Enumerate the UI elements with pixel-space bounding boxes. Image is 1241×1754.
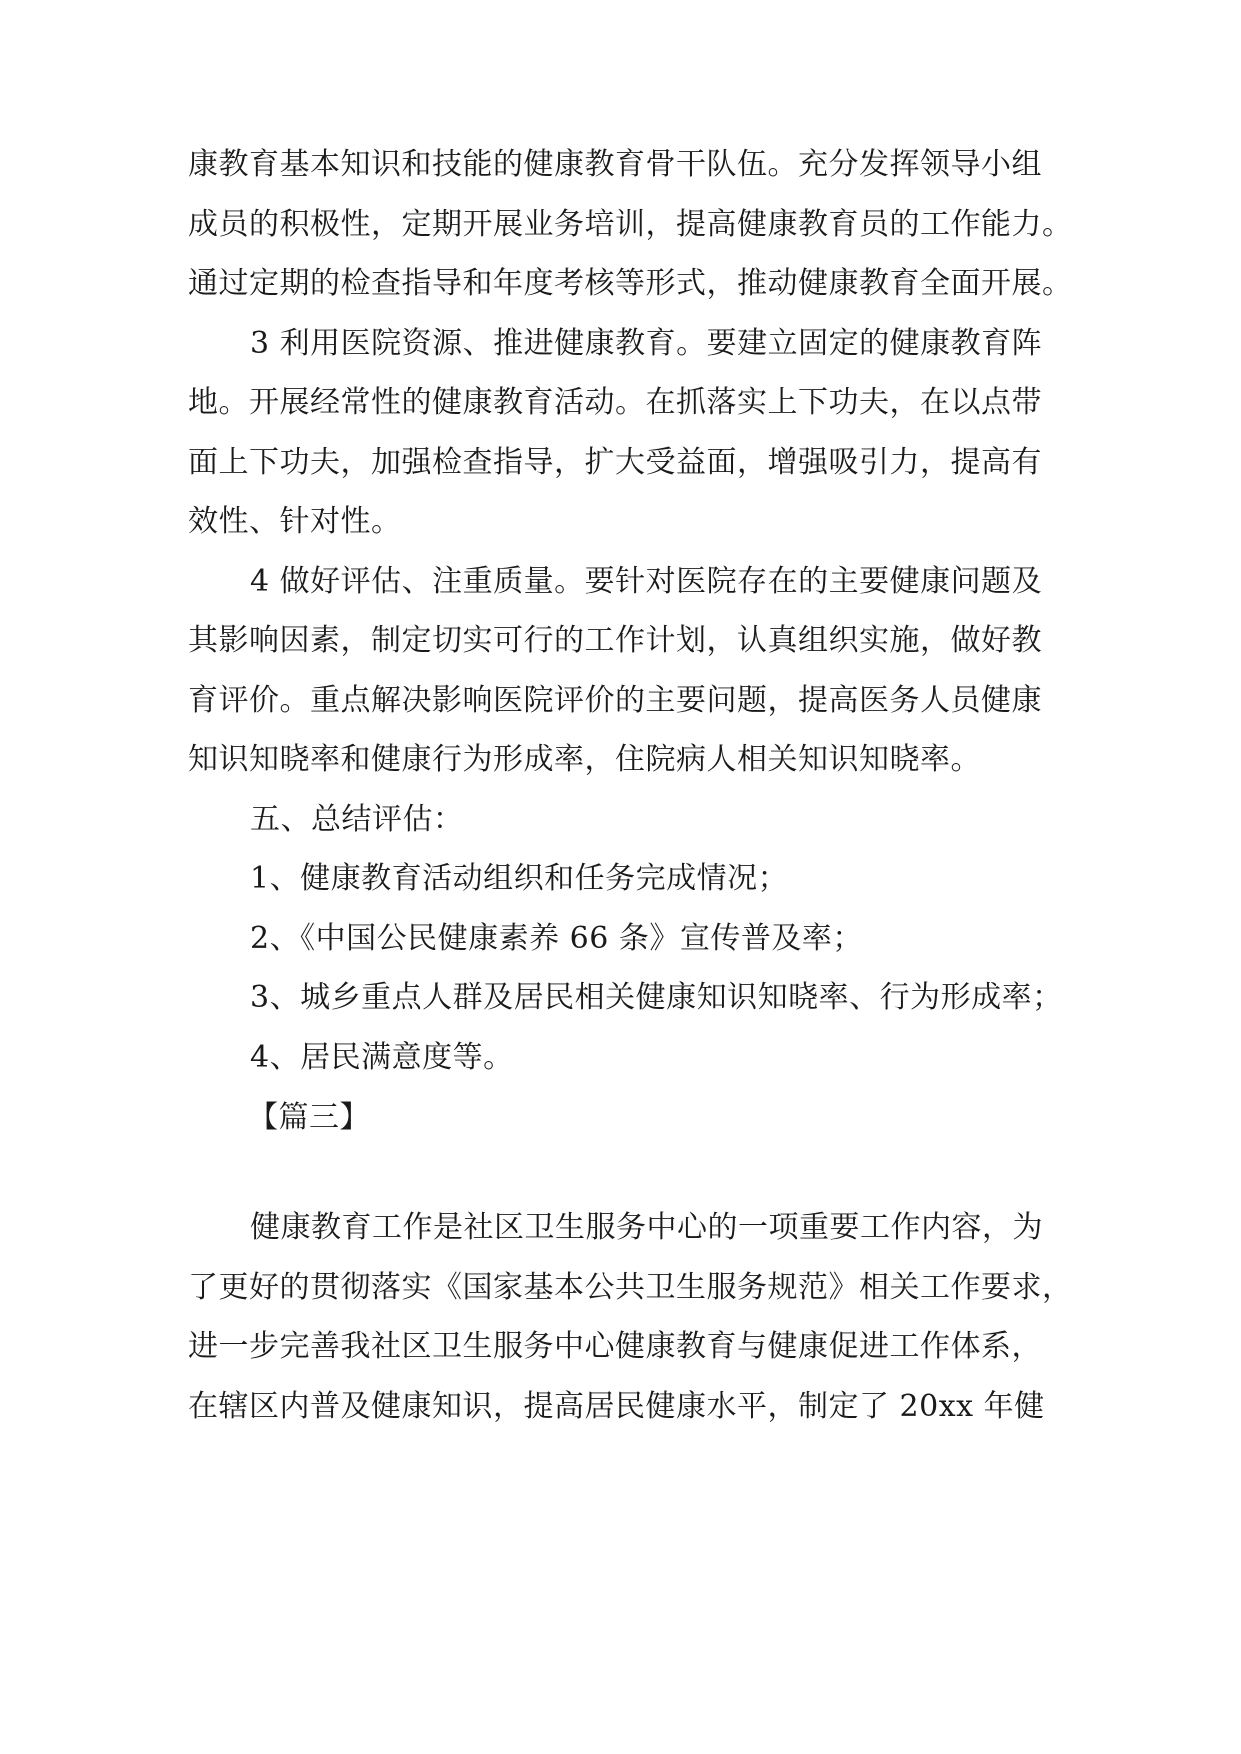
summary-item: 3、城乡重点人群及居民相关健康知识知晓率、行为形成率； [250,980,1063,1015]
paragraph-line: 其影响因素，制定切实可行的工作计划，认真组织实施，做好教 [188,623,1042,658]
paragraph-line: 成员的积极性，定期开展业务培训，提高健康教育员的工作能力。 [188,207,1073,242]
paragraph-line: 康教育基本知识和技能的健康教育骨干队伍。充分发挥领导小组 [188,147,1042,182]
section-title: 【篇三】 [248,1100,370,1135]
summary-item: 2、《中国公民健康素养 66 条》宣传普及率； [250,921,863,956]
paragraph-line: 面上下功夫，加强检查指导，扩大受益面，增强吸引力，提高有 [188,445,1042,480]
paragraph-line: 育评价。重点解决影响医院评价的主要问题，提高医务人员健康 [188,683,1042,718]
paragraph-line: 4 做好评估、注重质量。要针对医院存在的主要健康问题及 [250,564,1043,599]
paragraph-line: 健康教育工作是社区卫生服务中心的一项重要工作内容，为 [250,1210,1043,1245]
paragraph-line: 3 利用医院资源、推进健康教育。要建立固定的健康教育阵 [250,326,1043,361]
paragraph-line: 知识知晓率和健康行为形成率，住院病人相关知识知晓率。 [188,742,981,777]
paragraph-line: 地。开展经常性的健康教育活动。在抓落实上下功夫，在以点带 [188,385,1042,420]
summary-item: 1、健康教育活动组织和任务完成情况； [250,861,789,896]
paragraph-line: 了更好的贯彻落实《国家基本公共卫生服务规范》相关工作要求， [188,1270,1073,1305]
paragraph-line: 在辖区内普及健康知识，提高居民健康水平，制定了 20xx 年健 [188,1389,1045,1424]
paragraph-line: 进一步完善我社区卫生服务中心健康教育与健康促进工作体系， [188,1329,1042,1364]
summary-heading: 五、总结评估： [250,802,464,837]
paragraph-line: 通过定期的检查指导和年度考核等形式，推动健康教育全面开展。 [188,266,1073,301]
summary-item: 4、居民满意度等。 [250,1040,514,1075]
paragraph-line: 效性、针对性。 [188,504,402,539]
